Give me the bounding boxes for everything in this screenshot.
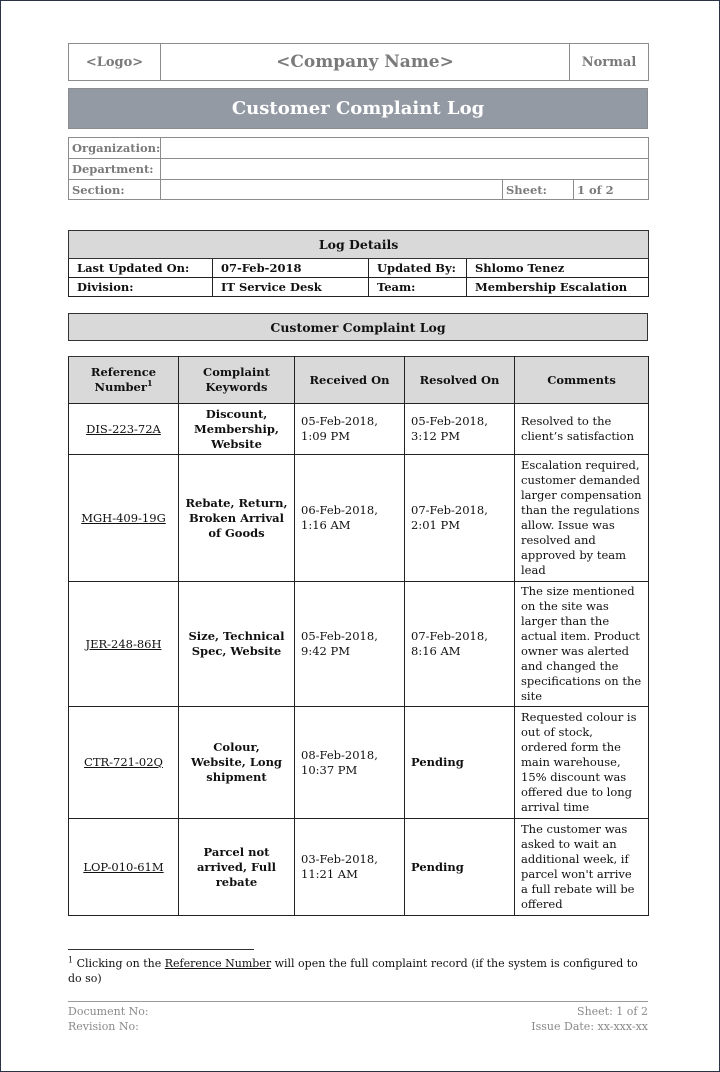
complaints-table (68, 356, 649, 916)
log-details-row-2 (69, 278, 649, 297)
resolved-cell: Pending (405, 819, 515, 916)
comments-cell: Requested colour is out of stock, ordered form the main warehouse, 15% discount was offered due to long arrival time (515, 707, 649, 819)
col-header-keywords: Complaint Keywords (179, 357, 295, 404)
org-info-table (68, 137, 649, 200)
issue-date: Issue Date: xx-xxx-xx (531, 1020, 648, 1033)
comments-cell: Resolved to the client’s satisfaction (515, 404, 649, 455)
last-updated-label: Last Updated On: (69, 259, 213, 278)
reference-link[interactable]: JER-248-86H (85, 636, 162, 651)
section-field[interactable] (161, 180, 503, 200)
received-cell: 08-Feb-2018, 10:37 PM (295, 707, 405, 819)
resolved-cell: 07-Feb-2018, 8:16 AM (405, 582, 515, 707)
log-details-table (68, 230, 649, 297)
complaint-log-title: Customer Complaint Log (68, 313, 648, 341)
document-title: Customer Complaint Log (68, 88, 648, 129)
keywords-cell: Colour, Website, Long shipment (179, 707, 295, 819)
footnote-separator (68, 949, 254, 950)
table-row (69, 582, 649, 707)
table-row (69, 455, 649, 582)
document-header (68, 43, 649, 81)
organization-field[interactable] (161, 138, 649, 159)
reference-link[interactable]: DIS-223-72A (86, 421, 161, 436)
section-label: Section: (69, 180, 161, 200)
reference-link[interactable]: CTR-721-02Q (84, 755, 163, 769)
received-cell: 03-Feb-2018, 11:21 AM (295, 819, 405, 916)
table-row (69, 404, 649, 455)
footer-right (531, 1004, 648, 1034)
table-row (69, 819, 649, 916)
footer-sheet: Sheet: 1 of 2 (577, 1005, 648, 1018)
sheet-label: Sheet: (503, 180, 574, 200)
division-label: Division: (69, 278, 213, 297)
col-header-received: Received On (295, 357, 405, 404)
col-header-reference: Reference Number$^1$ (69, 357, 179, 404)
reference-link[interactable]: LOP-010-61M (83, 859, 164, 874)
col-header-comments: Comments (515, 357, 649, 404)
resolved-cell: Pending (405, 707, 515, 819)
department-label: Department: (69, 159, 161, 180)
department-field[interactable] (161, 159, 649, 180)
classification-label: Normal (570, 44, 649, 81)
footer-left (68, 1004, 149, 1034)
received-cell: 06-Feb-2018, 1:16 AM (295, 455, 405, 582)
division-value: IT Service Desk (213, 278, 369, 297)
comments-cell: The size mentioned on the site was larger than the actual item. Product owner was alerted and changed the specifications on the site (515, 582, 649, 707)
sheet-value: 1 of 2 (574, 180, 649, 200)
footer-separator (68, 1001, 648, 1002)
log-details-row-1 (69, 259, 649, 278)
last-updated-value: 07-Feb-2018 (213, 259, 369, 278)
keywords-cell: Rebate, Return, Broken Arrival of Goods (179, 455, 295, 582)
col-header-resolved: Resolved On (405, 357, 515, 404)
comments-cell: Escalation required, customer demanded larger compensation than the regulations allow. Issue was resolved and approved by team lead (515, 455, 649, 582)
log-details-title: Log Details (69, 231, 649, 259)
resolved-cell: 05-Feb-2018, 3:12 PM (405, 404, 515, 455)
revision-no: Revision No: (68, 1020, 139, 1033)
organization-row (69, 138, 649, 159)
keywords-cell: Size, Technical Spec, Website (179, 582, 295, 707)
team-label: Team: (369, 278, 467, 297)
section-row (69, 180, 649, 200)
footnote-number: 1 (68, 955, 74, 965)
received-cell: 05-Feb-2018, 1:09 PM (295, 404, 405, 455)
department-row (69, 159, 649, 180)
complaints-header-row (69, 357, 649, 404)
company-name: <Company Name> (161, 44, 570, 81)
received-cell: 05-Feb-2018, 9:42 PM (295, 582, 405, 707)
table-row (69, 707, 649, 819)
updated-by-label: Updated By: (369, 259, 467, 278)
document-no: Document No: (68, 1005, 149, 1018)
reference-number-link[interactable]: Reference Number (164, 957, 272, 970)
keywords-cell: Discount, Membership, Website (179, 404, 295, 455)
resolved-cell: 07-Feb-2018, 2:01 PM (405, 455, 515, 582)
footnote: $^1$ Clicking on the Reference Number will open the full complaint record (if the system is configured to do so) (68, 955, 638, 985)
comments-cell: The customer was asked to wait an additional week, if parcel won't arrive a full rebate will be offered (515, 819, 649, 916)
keywords-cell: Parcel not arrived, Full rebate (179, 819, 295, 916)
organization-label: Organization: (69, 138, 161, 159)
logo-placeholder: <Logo> (69, 44, 161, 81)
footnote-marker: 1 (146, 378, 153, 389)
team-value: Membership Escalation (467, 278, 649, 297)
reference-link[interactable]: MGH-409-19G (81, 510, 166, 525)
updated-by-value: Shlomo Tenez (467, 259, 649, 278)
